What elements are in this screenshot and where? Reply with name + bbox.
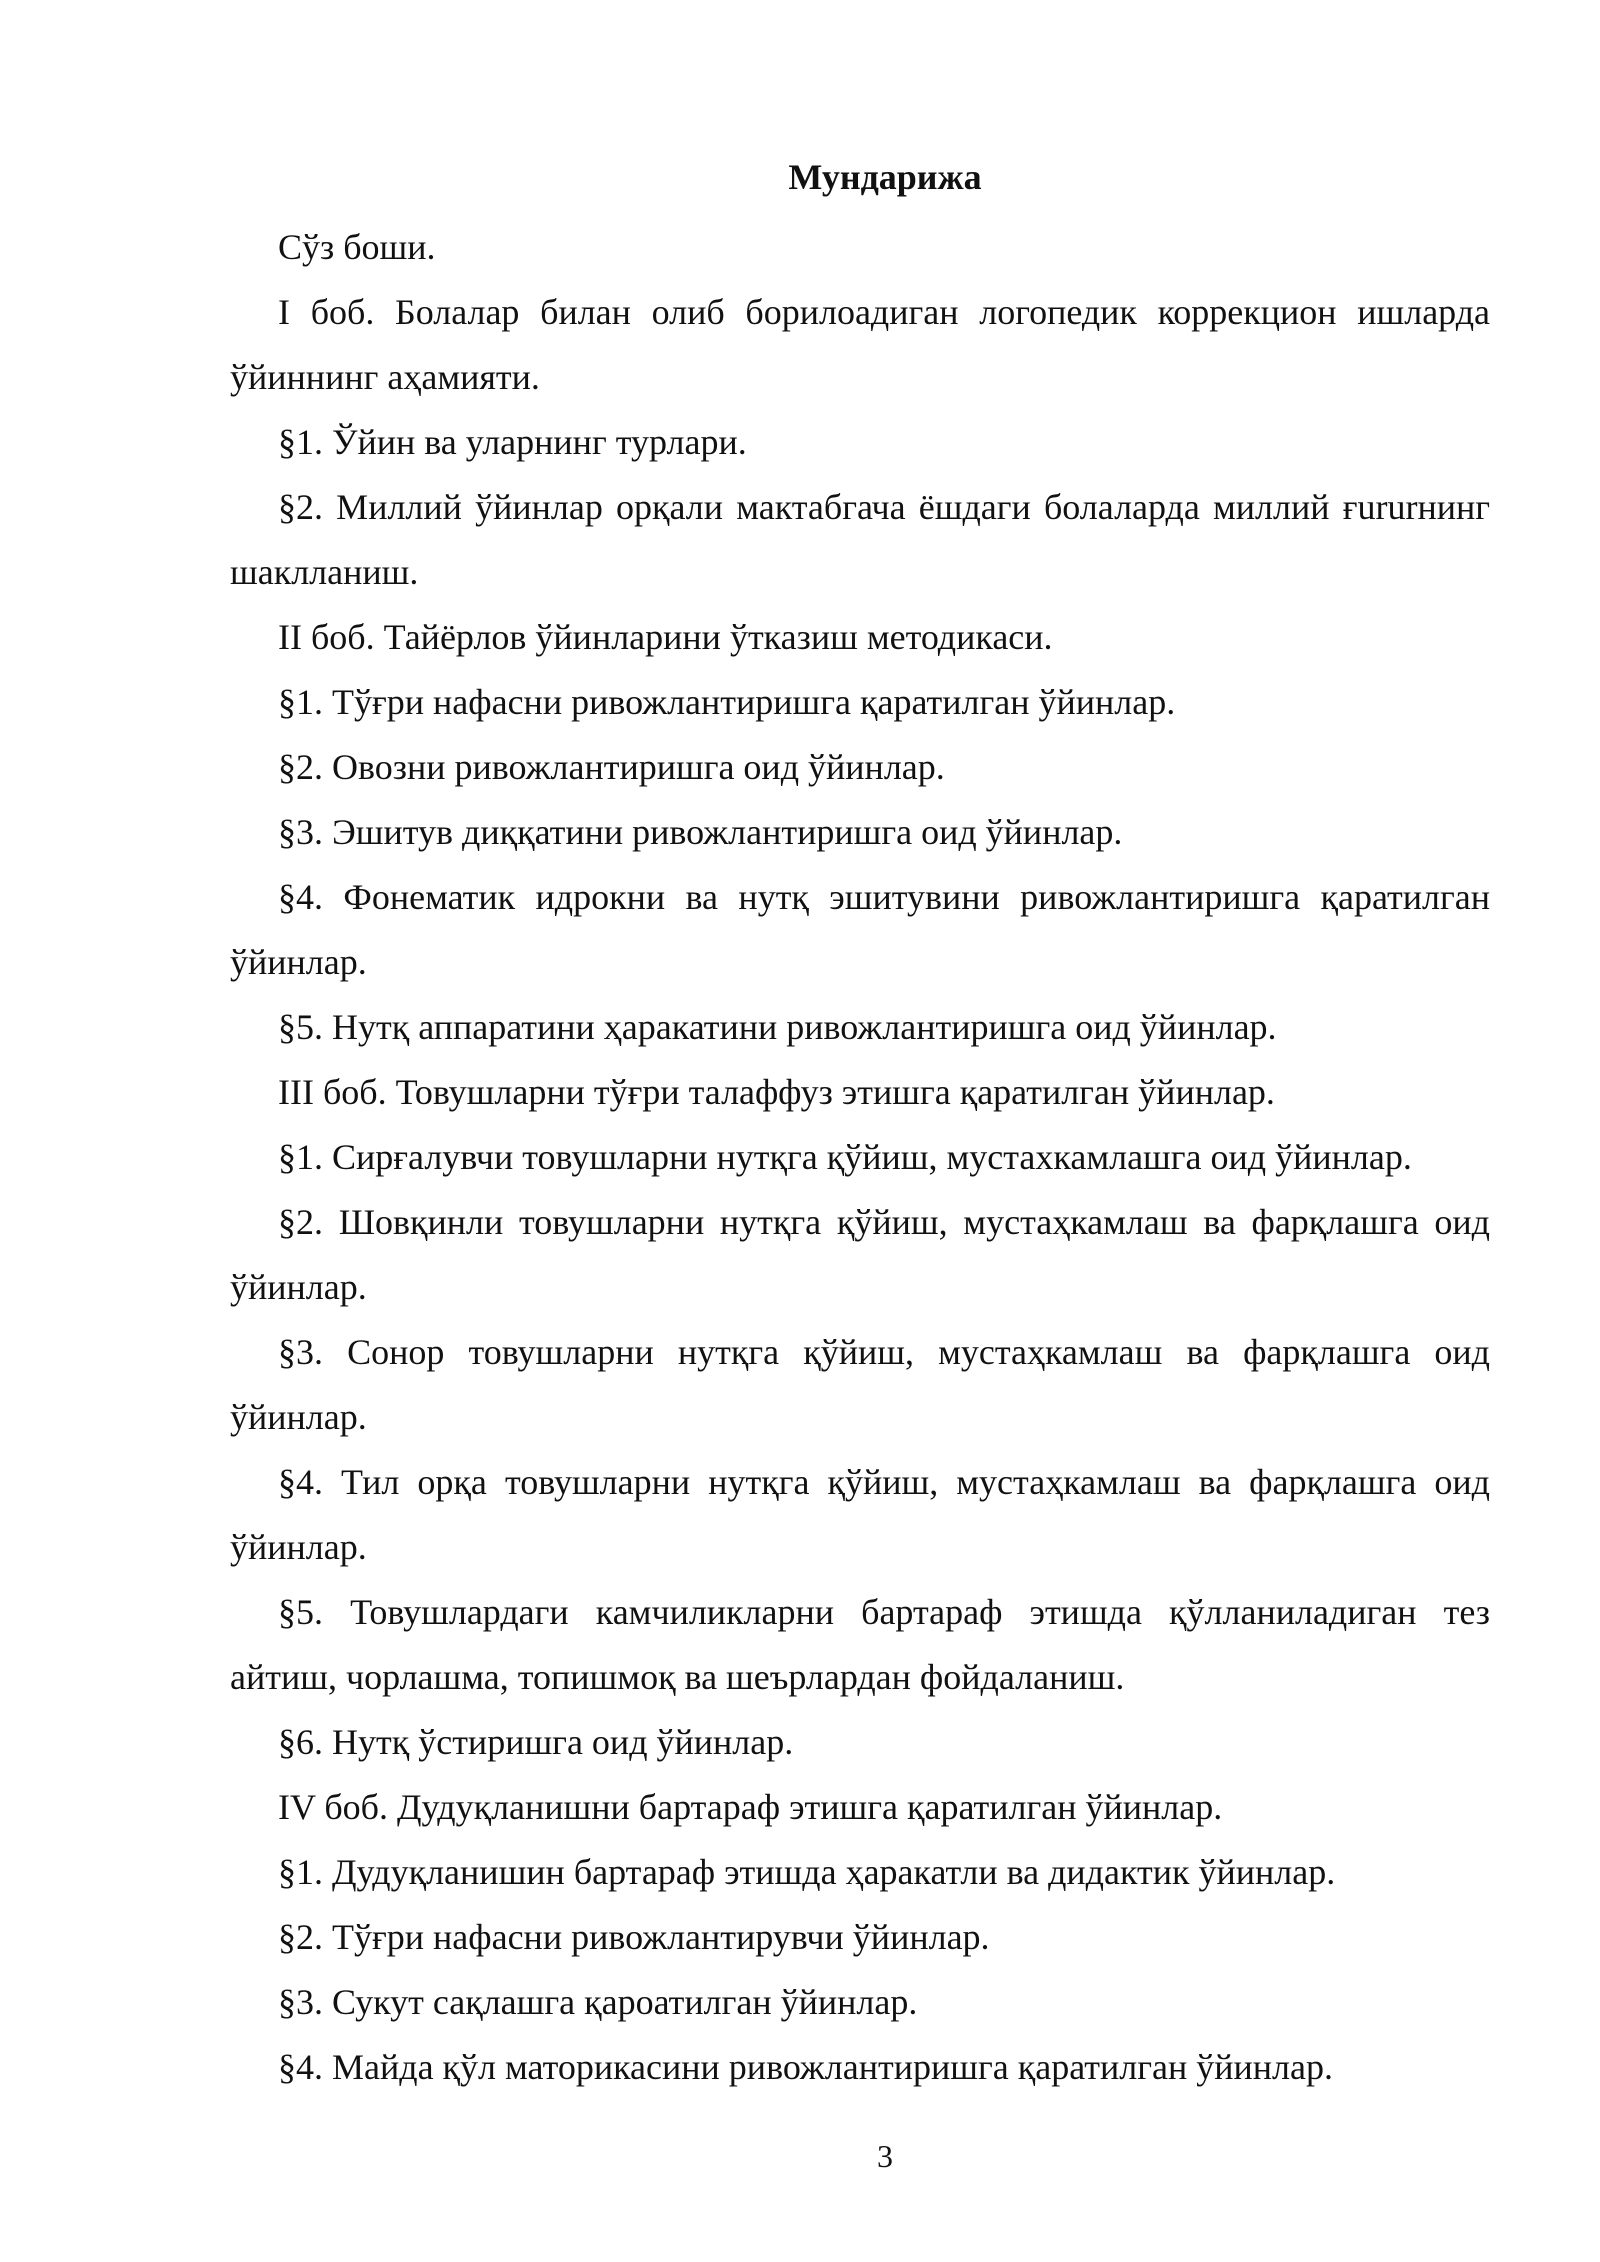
toc-entry-ch1-section-2: §2. Миллий ўйинлар орқали мактабгача ёшдаги болаларда миллий ғururнинг шаклланиш. — [230, 487, 1490, 592]
toc-entry-chapter-3: III боб. Товушларни тўғри талаффуз этишга қаратилган ўйинлар. — [278, 1072, 1275, 1112]
toc-entry-preface: Сўз боши. — [278, 227, 436, 267]
toc-entry-chapter-1: I боб. Болалар билан олиб борилоадиган логопедик коррекцион ишларда ўйиннинг аҳамияти. — [230, 292, 1490, 397]
toc-entry-ch3-section-3: §3. Сонор товушларни нутқга қўйиш, мустаҳкамлаш ва фарқлашга оид ўйинлар. — [230, 1332, 1490, 1437]
table-of-contents — [230, 215, 1490, 2100]
toc-entry-ch2-section-2: §2. Овозни ривожлантиришга оид ўйинлар. — [278, 747, 945, 787]
toc-entry-ch3-section-1: §1. Сирғалувчи товушларни нутқга қўйиш, мустахкамлашга оид ўйинлар. — [278, 1137, 1412, 1177]
toc-entry-ch2-section-5: §5. Нутқ аппаратини ҳаракатини ривожлантиришга оид ўйинлар. — [278, 1007, 1277, 1047]
toc-entry-ch3-section-2: §2. Шовқинли товушларни нутқга қўйиш, мустаҳкамлаш ва фарқлашга оид ўйинлар. — [230, 1202, 1490, 1307]
toc-entry-ch1-section-1: §1. Ўйин ва уларнинг турлари. — [278, 422, 747, 462]
page-title: Мундарижа — [788, 157, 982, 197]
toc-entry-chapter-4: IV боб. Дудуқланишни бартараф этишга қаратилган ўйинлар. — [278, 1787, 1223, 1827]
toc-entry-ch2-section-4: §4. Фонематик идрокни ва нутқ эшитувини ривожлантиришга қаратилган ўйинлар. — [230, 877, 1490, 982]
toc-entry-chapter-2: II боб. Тайёрлов ўйинларини ўтказиш методикаси. — [278, 617, 1053, 657]
toc-entry-ch4-section-2: §2. Тўғри нафасни ривожлантирувчи ўйинлар. — [278, 1917, 990, 1957]
toc-entry-ch2-section-1: §1. Тўғри нафасни ривожлантиришга қаратилган ўйинлар. — [278, 682, 1176, 722]
toc-entry-ch2-section-3: §3. Эшитув диққатини ривожлантиришга оид ўйинлар. — [278, 812, 1123, 852]
toc-entry-ch4-section-3: §3. Сукут сақлашга қароатилган ўйинлар. — [278, 1982, 918, 2022]
toc-entry-ch4-section-1: §1. Дудуқланишин бартараф этишда ҳаракатли ва дидактик ўйинлар. — [278, 1852, 1336, 1892]
page-number: 3 — [877, 2138, 893, 2174]
toc-entry-ch3-section-6: §6. Нутқ ўстиришга оид ўйинлар. — [278, 1722, 794, 1762]
toc-entry-ch3-section-4: §4. Тил орқа товушларни нутқга қўйиш, мустаҳкамлаш ва фарқлашга оид ўйинлар. — [230, 1462, 1490, 1567]
toc-entry-ch3-section-5: §5. Товушлардаги камчиликларни бартараф этишда қўлланиладиган тез айтиш, чорлашма, топишмоқ ва шеърлардан фойдаланиш. — [230, 1592, 1490, 1697]
toc-entry-ch4-section-4: §4. Майда қўл маторикасини ривожлантиришга қаратилган ўйинлар. — [278, 2047, 1333, 2087]
